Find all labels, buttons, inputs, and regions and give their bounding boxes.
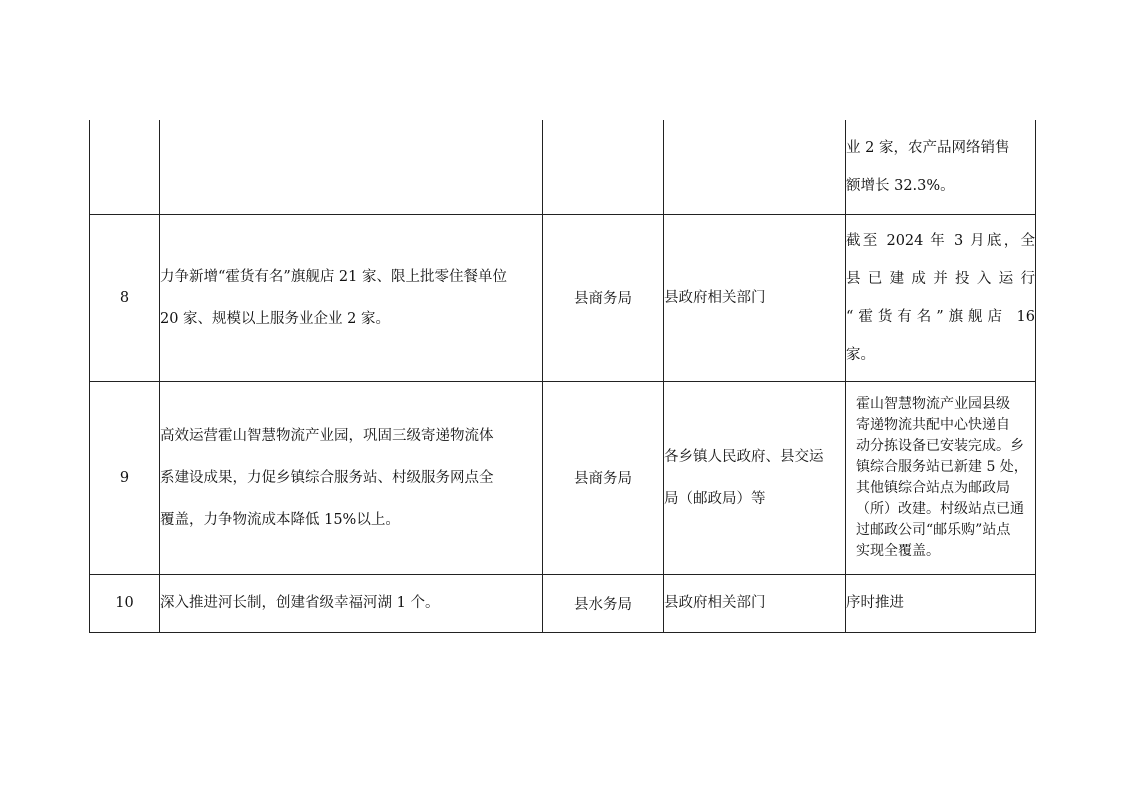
progress-line: 镇综合服务站已新建 5 处， bbox=[856, 458, 1028, 475]
progress-cell bbox=[846, 214, 1036, 381]
progress-line: 动分拣设备已安装完成。乡 bbox=[856, 437, 1024, 454]
task-cell bbox=[160, 381, 543, 574]
table-row bbox=[90, 381, 1036, 574]
progress-line: 县已建成并投入运行 bbox=[846, 270, 1035, 287]
coop-line: 局（邮政局）等 bbox=[664, 490, 766, 507]
lead-unit-cell: 县商务局 bbox=[543, 381, 664, 574]
coop-unit-cell bbox=[664, 381, 846, 574]
progress-line: 实现全覆盖。 bbox=[856, 542, 940, 559]
progress-line: （所）改建。村级站点已通 bbox=[856, 500, 1024, 517]
task-line: 20 家、规模以上服务业企业 2 家。 bbox=[160, 310, 391, 327]
no-cell bbox=[90, 120, 160, 214]
progress-line: 其他镇综合站点为邮政局 bbox=[856, 479, 1010, 496]
row-number: 8 bbox=[90, 214, 160, 381]
coop-line: 各乡镇人民政府、县交运 bbox=[664, 448, 824, 465]
progress-cell bbox=[846, 574, 1036, 632]
task-progress-table bbox=[89, 120, 1036, 633]
progress-line: 额增长 32.3%。 bbox=[846, 177, 955, 194]
progress-line: 序时推进 bbox=[846, 595, 904, 611]
coop-line: 县政府相关部门 bbox=[664, 595, 766, 611]
progress-cell bbox=[846, 381, 1036, 574]
coop-line: 县政府相关部门 bbox=[664, 289, 766, 306]
table-row bbox=[90, 214, 1036, 381]
task-line: 高效运营霍山智慧物流产业园，巩固三级寄递物流体 bbox=[160, 427, 494, 444]
progress-line: “霍货有名”旗舰店 16 bbox=[846, 308, 1035, 325]
row-number: 9 bbox=[90, 381, 160, 574]
table-row bbox=[90, 574, 1036, 632]
task-cell bbox=[160, 120, 543, 214]
progress-line: 家。 bbox=[846, 346, 875, 363]
task-line: 系建设成果，力促乡镇综合服务站、村级服务网点全 bbox=[160, 469, 494, 486]
task-line: 力争新增“霍货有名”旗舰店 21 家、限上批零住餐单位 bbox=[160, 268, 507, 285]
progress-line: 业 2 家，农产品网络销售 bbox=[846, 139, 1010, 156]
coop-unit-cell bbox=[664, 214, 846, 381]
progress-line: 霍山智慧物流产业园县级 bbox=[856, 395, 1010, 412]
lead-unit-cell bbox=[543, 120, 664, 214]
progress-cell bbox=[846, 120, 1036, 214]
task-cell bbox=[160, 214, 543, 381]
task-line: 深入推进河长制，创建省级幸福河湖 1 个。 bbox=[160, 595, 440, 611]
coop-unit-cell bbox=[664, 574, 846, 632]
task-line: 覆盖，力争物流成本降低 15%以上。 bbox=[160, 511, 400, 528]
coop-unit-cell bbox=[664, 120, 846, 214]
progress-line: 寄递物流共配中心快递自 bbox=[856, 416, 1010, 433]
row-number: 10 bbox=[90, 574, 160, 632]
lead-unit-cell: 县商务局 bbox=[543, 214, 664, 381]
progress-line: 截至 2024 年 3 月底，全 bbox=[846, 232, 1035, 249]
table-row-continuation bbox=[90, 120, 1036, 214]
task-cell bbox=[160, 574, 543, 632]
progress-line: 过邮政公司“邮乐购”站点 bbox=[856, 521, 1011, 538]
lead-unit-cell: 县水务局 bbox=[543, 574, 664, 632]
